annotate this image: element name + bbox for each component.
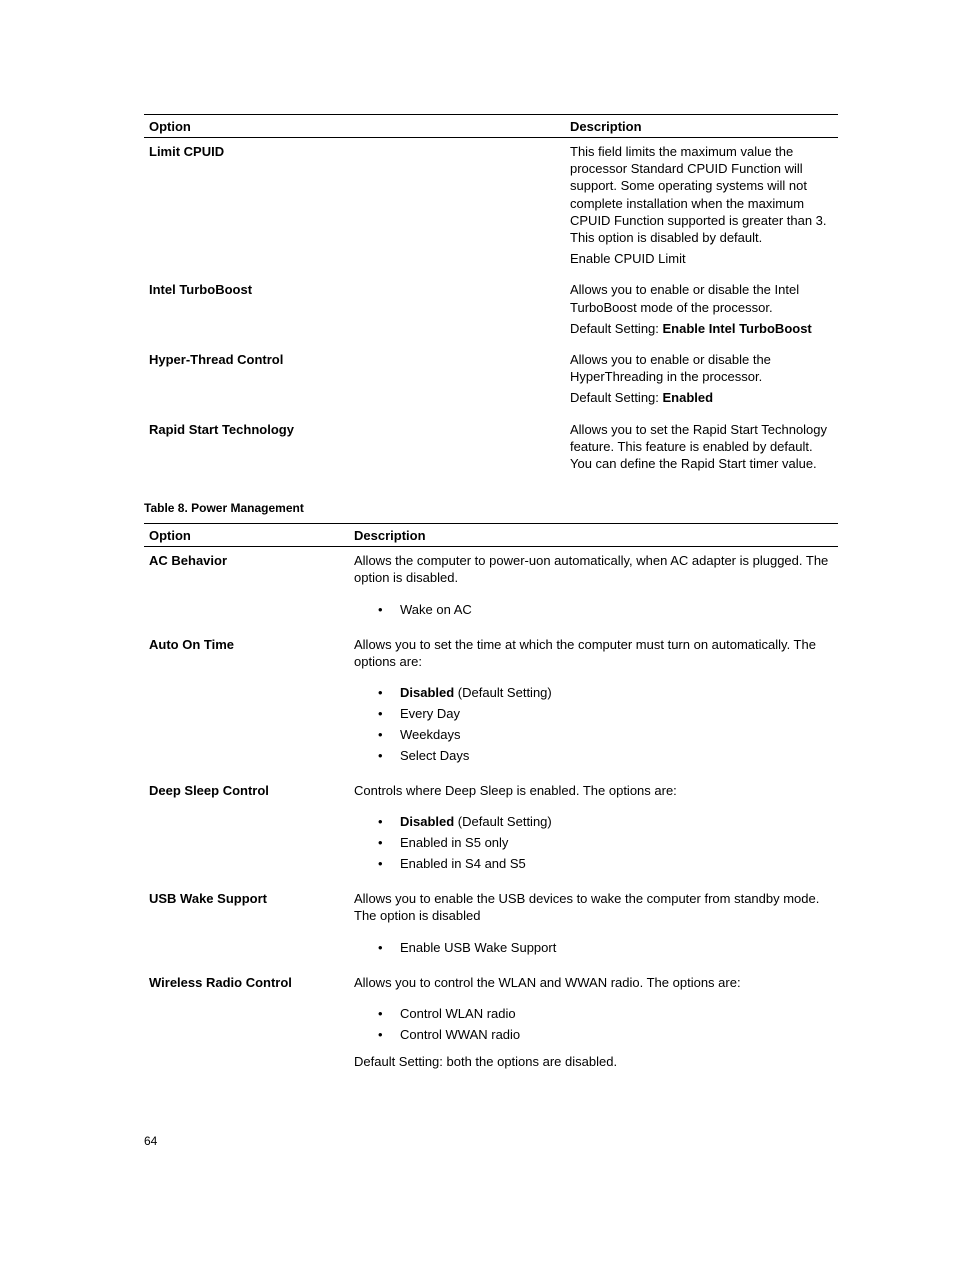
- description-text: Allows you to set the Rapid Start Technology feature. This feature is enabled by default. You can define the Rapid Start timer value.: [570, 421, 828, 472]
- extra-text: Enable CPUID Limit: [570, 251, 686, 267]
- table-caption: Table 8. Power Management: [144, 501, 304, 516]
- table-row: [144, 416, 838, 482]
- description-cell: [565, 138, 838, 277]
- default-label: Default Setting:: [570, 390, 663, 406]
- power-management-table: [144, 523, 838, 1079]
- page-number: 64: [144, 1134, 158, 1148]
- list-item: • Select Days: [354, 745, 833, 766]
- column-header-option: Option: [144, 524, 349, 547]
- list-item: • Enable USB Wake Support: [354, 937, 833, 958]
- default-label: Default Setting:: [570, 320, 663, 336]
- option-hyper-thread-control: Hyper-Thread Control: [149, 352, 284, 368]
- description-cell: [349, 547, 838, 631]
- table-header-row: [144, 115, 838, 138]
- list-item: • Enabled in S4 and S5: [354, 853, 833, 874]
- default-value: Enable Intel TurboBoost: [662, 320, 812, 336]
- list-item: • Weekdays: [354, 724, 833, 745]
- column-header-description: Description: [349, 524, 838, 547]
- description-cell: [349, 631, 838, 777]
- description-cell: [349, 885, 838, 968]
- table-row: [144, 138, 838, 277]
- options-list: [354, 682, 833, 766]
- options-list: [354, 599, 833, 620]
- table-row: [144, 547, 838, 631]
- list-item-bold: Disabled: [400, 685, 455, 701]
- document-page: [144, 114, 838, 1079]
- list-item: [354, 811, 833, 832]
- description-text: Allows you to enable or disable the Intel TurboBoost mode of the processor.: [570, 282, 800, 315]
- list-item-rest: (Default Setting): [454, 685, 552, 701]
- list-item: • Wake on AC: [354, 599, 833, 620]
- default-value: Enabled: [662, 390, 714, 406]
- table-row: [144, 276, 838, 346]
- description-cell: [349, 969, 838, 1079]
- table-row: [144, 969, 838, 1079]
- column-header-option: Option: [144, 115, 565, 138]
- option-intel-turboboost: Intel TurboBoost: [149, 282, 253, 298]
- table-header-row: [144, 524, 838, 547]
- list-item: [354, 682, 833, 703]
- option-wireless-radio-control: Wireless Radio Control: [149, 974, 292, 990]
- description-text: Allows you to set the time at which the computer must turn on automatically. The options are:: [354, 636, 816, 669]
- list-item: • Control WLAN radio: [354, 1003, 833, 1024]
- description-text: Allows you to enable or disable the HyperThreading in the processor.: [570, 352, 771, 385]
- default-setting: [570, 320, 833, 337]
- option-ac-behavior: AC Behavior: [149, 553, 228, 569]
- option-limit-cpuid: Limit CPUID: [149, 144, 225, 159]
- description-text: Allows the computer to power-uon automatically, when AC adapter is plugged. The option is disabled.: [354, 553, 829, 586]
- description-cell: [565, 346, 838, 416]
- option-auto-on-time: Auto On Time: [149, 636, 234, 652]
- list-item-rest: (Default Setting): [454, 814, 552, 830]
- options-list: [354, 811, 833, 874]
- description-text: Allows you to control the WLAN and WWAN radio. The options are:: [354, 974, 741, 990]
- option-rapid-start-technology: Rapid Start Technology: [149, 421, 294, 437]
- table-row: [144, 885, 838, 968]
- option-usb-wake-support: USB Wake Support: [149, 891, 267, 907]
- description-cell: [565, 416, 838, 482]
- option-deep-sleep-control: Deep Sleep Control: [149, 783, 269, 799]
- list-item: • Control WWAN radio: [354, 1024, 833, 1045]
- description-cell: [565, 276, 838, 346]
- table-row: [144, 777, 838, 885]
- description-text: Controls where Deep Sleep is enabled. The options are:: [354, 783, 677, 799]
- default-setting-note: Default Setting: both the options are disabled.: [354, 1053, 618, 1069]
- processor-options-table: [144, 114, 838, 481]
- options-list: [354, 937, 833, 958]
- description-text: Allows you to enable the USB devices to wake the computer from standby mode. The option is disabled: [354, 891, 820, 924]
- table-row: [144, 346, 838, 416]
- column-header-description: Description: [565, 115, 838, 138]
- description-cell: [349, 777, 838, 885]
- default-setting: [570, 389, 833, 406]
- table-row: [144, 631, 838, 777]
- list-item: • Enabled in S5 only: [354, 832, 833, 853]
- description-text: This field limits the maximum value the processor Standard CPUID Function will support. Some operating systems will not complete installation when the maximum CPUID Function supported is greater than 3. This option is disabled by default.: [570, 144, 827, 246]
- list-item-bold: Disabled: [400, 814, 455, 830]
- options-list: [354, 1003, 833, 1045]
- list-item: • Every Day: [354, 703, 833, 724]
